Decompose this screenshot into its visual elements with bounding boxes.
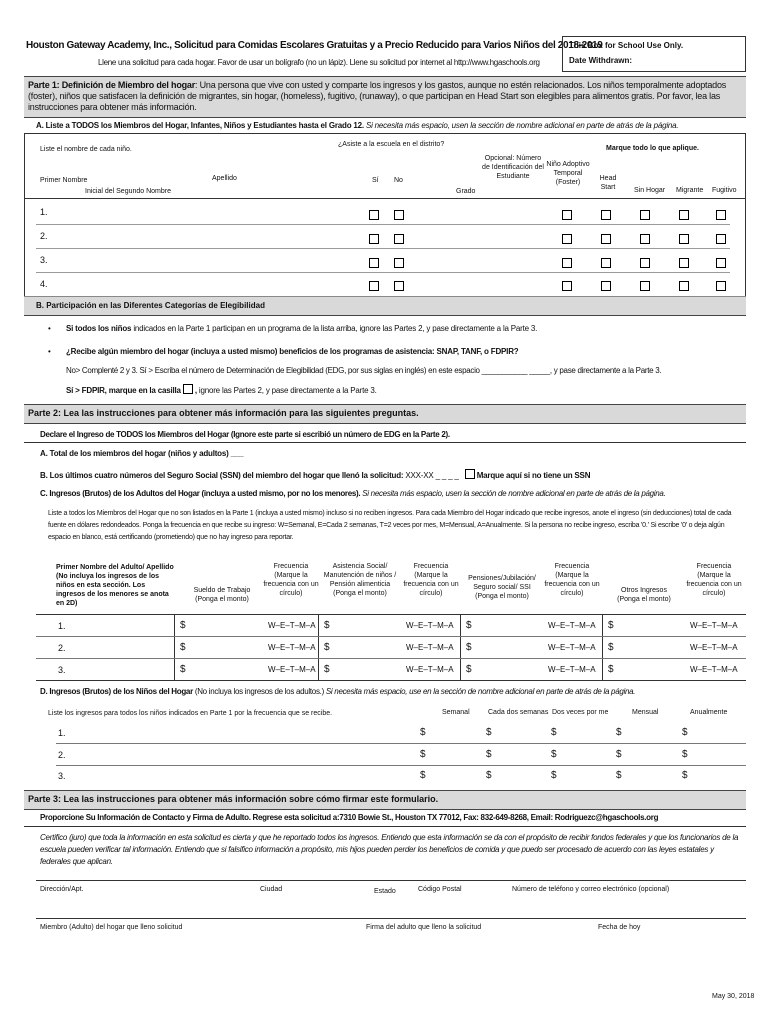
homeless-checkbox[interactable] xyxy=(640,281,650,291)
biweekly-input[interactable]: $ xyxy=(486,749,492,760)
col-head-start: Head Start xyxy=(599,175,617,191)
school-use-label: This Box for School Use Only. xyxy=(569,41,684,50)
date-input[interactable] xyxy=(594,906,744,918)
section-a-heading xyxy=(36,121,678,131)
col-foster: Niño Adoptivo Temporal (Foster) xyxy=(546,161,590,186)
address-label: Dirección/Apt. xyxy=(40,886,84,893)
adult-income-heading: C. Ingresos (Brutos) de los Adultos del Hogar (incluya a usted mismo, por no los menores). Si necesita más espacio, usen la sección de nombre adicional en parte de atrás de la página. xyxy=(40,489,666,498)
freq-select[interactable]: W–E–T–M–A xyxy=(268,643,316,652)
signature-label: Firma del adulto que lleno la solicitud xyxy=(366,924,482,931)
monthly-input[interactable]: $ xyxy=(616,770,622,781)
row-number: 1. xyxy=(40,207,48,217)
annual-input[interactable]: $ xyxy=(682,727,688,738)
support-input[interactable]: $ xyxy=(324,664,330,675)
attend-no-checkbox[interactable] xyxy=(394,281,404,291)
child-income-heading: D. Ingresos (Brutos) de los Niños del Hogar (No incluya los ingresos de los adultos.) Si necesita más espacio, use en la sección de nombre adicional en parte de atrás de la página. xyxy=(40,687,636,696)
child-income-instructions: Liste los ingresos para todos los niños indicados en Parte 1 por la frecuencia que se recibe. xyxy=(48,710,333,717)
head-start-checkbox[interactable] xyxy=(601,210,611,220)
twice-month-input[interactable]: $ xyxy=(551,727,557,738)
col-annual: Anualmente xyxy=(690,709,728,716)
col-biweekly: Cada dos semanas xyxy=(488,709,549,716)
attend-question: ¿Asiste a la escuela en el distrito? xyxy=(338,141,445,148)
attend-yes-checkbox[interactable] xyxy=(369,210,379,220)
part2-header xyxy=(24,404,746,424)
row-number: 1. xyxy=(58,728,66,738)
foster-checkbox[interactable] xyxy=(562,210,572,220)
foster-checkbox[interactable] xyxy=(562,281,572,291)
weekly-input[interactable]: $ xyxy=(420,770,426,781)
certification-text: Certifico (juro) que toda la información en esta solicitud es cierta y que he reportado todos los ingresos. Entiendo que esta información se da con el propósito de recibir fondos federales y que los funcionarios de la escuela pueden verificar tal información. Entiendo que si falsifico información a propósito, mis hijos pueden perder los beneficios de comida y que puedo ser procesado de acuerdo con las leyes estatales y federales que aplican. xyxy=(40,833,739,866)
attend-no-checkbox[interactable] xyxy=(394,210,404,220)
member-name-input[interactable] xyxy=(36,906,356,918)
row-number: 2. xyxy=(40,231,48,241)
migrant-checkbox[interactable] xyxy=(679,234,689,244)
city-input[interactable] xyxy=(256,870,366,880)
member-name-label: Miembro (Adulto) del hogar que lleno solicitud xyxy=(40,924,183,931)
attend-yes-checkbox[interactable] xyxy=(369,234,379,244)
migrant-checkbox[interactable] xyxy=(679,281,689,291)
zip-label: Código Postal xyxy=(418,886,462,893)
school-use-box xyxy=(562,36,746,72)
freq-select[interactable]: W–E–T–M–A xyxy=(548,665,596,674)
row-number: 3. xyxy=(58,665,66,675)
biweekly-input[interactable]: $ xyxy=(486,727,492,738)
mark-all-label: Marque todo lo que aplique. xyxy=(606,145,699,152)
adult-income-instructions: Liste a todos los Miembros del Hogar que no son listados en la Parte 1 (incluya a usted mismo) incluso si no reciben ingresos. Para cada Miembro del Hogar indicado que recibe ingresos, anote el ingreso (sin deducciones) total de cada fuente en dólares redondeados. Ponga la frecuencia en que recibe su ingreso: W=Semanal, E=Cada 2 semanas, T=2 veces por mes, M=Mensual, A=Anualmente. Si la persona no recibe ingreso, escriba '0.' Si escribe '0' o deja algún espacio en blanco, está certificando (prometiendo) que no hay ingreso para reportar. xyxy=(48,510,732,541)
col-first-name: Primer Nombre xyxy=(40,177,88,184)
annual-input[interactable]: $ xyxy=(682,770,688,781)
fdpir-checkbox[interactable] xyxy=(183,384,193,394)
support-input[interactable]: $ xyxy=(324,642,330,653)
part3-title: Parte 3: Lea las instrucciones para obtener más información sobre cómo firmar este formulario. xyxy=(28,794,439,804)
section-b-title: B. Participación en las Diferentes Categorías de Elegibilidad xyxy=(36,301,265,310)
col-adult-name: Primer Nombre del Adulto/ Apellido (No incluya los ingresos de los niños en esta sección. Los ingresos de los menores se anota en 2D) xyxy=(56,564,174,607)
runaway-checkbox[interactable] xyxy=(716,281,726,291)
col-middle-initial: Inicial del Segundo Nombre xyxy=(85,188,171,195)
col-support: Asistencia Social/ Manutención de niños / Pensión alimenticia (Ponga el monto) xyxy=(323,563,397,597)
head-start-checkbox[interactable] xyxy=(601,258,611,268)
head-start-checkbox[interactable] xyxy=(601,234,611,244)
freq-select[interactable]: W–E–T–M–A xyxy=(268,665,316,674)
section-a-note: Si necesita más espacio, usen la sección de nombre adicional en parte de atrás de la página. xyxy=(363,121,679,130)
pension-input[interactable]: $ xyxy=(466,620,472,631)
row-number: 1. xyxy=(58,621,66,631)
col-other: Otros Ingresos (Ponga el monto) xyxy=(617,587,671,603)
salary-input[interactable]: $ xyxy=(180,664,186,675)
no-ssn-checkbox[interactable] xyxy=(465,469,475,479)
other-input[interactable]: $ xyxy=(608,664,614,675)
head-start-checkbox[interactable] xyxy=(601,281,611,291)
annual-input[interactable]: $ xyxy=(682,749,688,760)
b2-fdpir-option: Sí > FDPIR, marque en la casilla , ignore las Partes 2, y pase directamente a la Parte 3. xyxy=(66,386,377,395)
col-yes: Sí xyxy=(372,177,379,184)
ssn-line: B. Los últimos cuatro números del Seguro Social (SSN) del miembro del hogar que llenó la solicitud: XXX-XX _ _ _ _ Marque aquí si no tiene un SSN xyxy=(40,471,591,480)
signature-input[interactable] xyxy=(362,906,592,918)
other-input[interactable]: $ xyxy=(608,642,614,653)
attend-yes-checkbox[interactable] xyxy=(369,281,379,291)
biweekly-input[interactable]: $ xyxy=(486,770,492,781)
col-grade: Grado xyxy=(456,188,476,195)
part3-header xyxy=(24,790,746,810)
form-title: Houston Gateway Academy, Inc., Solicitud para Comidas Escolares Gratuitas y a Precio Reducido para Varios Niños del 2018-2019 xyxy=(26,40,603,51)
col-runaway: Fugitivo xyxy=(712,187,737,194)
attend-no-checkbox[interactable] xyxy=(394,258,404,268)
section-b-header xyxy=(24,296,746,316)
freq-select[interactable]: W–E–T–M–A xyxy=(268,621,316,630)
col-homeless: Sin Hogar xyxy=(634,187,666,194)
salary-input[interactable]: $ xyxy=(180,620,186,631)
row-number: 3. xyxy=(40,255,48,265)
phone-email-label: Número de teléfono y correo electrónico (opcional) xyxy=(512,886,670,893)
col-student-id: Opcional: Número de Identificación del Estudiante xyxy=(482,155,544,180)
b1-text: Si todos los niños indicados en la Parte 1 participan en un programa de la lista arriba, ignore las Partes 2, y pase directamente a la Parte 3. xyxy=(66,324,538,333)
part1-definition: : Una persona que vive con usted y comparte los ingresos y los gastos, aunque no estén relacionados. Los niños temporalmente adoptados (foster), niños que satisfacen la definición de migrantes, sin hogar, (homeless), fugitivo, (runaway), o que participan en Head Start son elegibles para alimentos gratis. Por favor, lea las instrucciones para obtener más información. xyxy=(28,80,727,112)
homeless-checkbox[interactable] xyxy=(640,210,650,220)
section-a-title: A. Liste a TODOS los Miembros del Hogar, Infantes, Niños y Estudiantes hasta el Grado 12. xyxy=(36,121,364,130)
form-subtitle: Llene una solicitud para cada hogar. Favor de usar un bolígrafo (no un lápiz). Llene su solicitud por internet al http://www.hgaschools.org xyxy=(98,58,540,67)
support-input[interactable]: $ xyxy=(324,620,330,631)
migrant-checkbox[interactable] xyxy=(679,210,689,220)
monthly-input[interactable]: $ xyxy=(616,749,622,760)
date-withdrawn-label: Date Withdrawn: xyxy=(569,56,633,65)
household-total: A. Total de los miembros del hogar (niños y adultos) ___ xyxy=(40,449,244,458)
attend-yes-checkbox[interactable] xyxy=(369,258,379,268)
contact-instructions: Proporcione Su Información de Contacto y Firma de Adulto. Regrese esta solicitud a:7310 Bowie St., Houston TX 77012, Fax: 832-649-8268, Email: Rodriguezc@hgaschools.org xyxy=(40,813,659,822)
weekly-input[interactable]: $ xyxy=(420,727,426,738)
col-last-name: Apellido xyxy=(212,175,237,182)
part1-title: Parte 1: Definición de Miembro del hogar xyxy=(28,80,196,90)
col-monthly: Mensual xyxy=(632,709,659,716)
other-input[interactable]: $ xyxy=(608,620,614,631)
homeless-checkbox[interactable] xyxy=(640,234,650,244)
runaway-checkbox[interactable] xyxy=(716,258,726,268)
row-number: 2. xyxy=(58,750,66,760)
row-number: 4. xyxy=(40,279,48,289)
homeless-checkbox[interactable] xyxy=(640,258,650,268)
state-label: Estado xyxy=(374,888,396,895)
freq-select[interactable]: W–E–T–M–A xyxy=(690,643,738,652)
pension-input[interactable]: $ xyxy=(466,664,472,675)
col-no: No xyxy=(394,177,403,184)
declare-income: Declare el Ingreso de TODOS los Miembros del Hogar (Ignore este parte si escribió un número de EDG en la Parte 2). xyxy=(40,430,450,439)
monthly-input[interactable]: $ xyxy=(616,727,622,738)
part1-header xyxy=(24,76,746,118)
twice-month-input[interactable]: $ xyxy=(551,749,557,760)
foster-checkbox[interactable] xyxy=(562,234,572,244)
state-input[interactable] xyxy=(370,870,410,880)
col-freq-2: Frecuencia (Marque la frecuencia con un círculo) xyxy=(403,563,459,597)
zip-input[interactable] xyxy=(414,870,504,880)
salary-input[interactable]: $ xyxy=(180,642,186,653)
col-weekly: Semanal xyxy=(442,709,470,716)
phone-email-input[interactable] xyxy=(508,870,744,880)
row-number: 2. xyxy=(58,643,66,653)
row-number: 3. xyxy=(58,771,66,781)
part2-title: Parte 2: Lea las instrucciones para obtener más información para las siguientes preguntas. xyxy=(28,408,419,418)
freq-select[interactable]: W–E–T–M–A xyxy=(406,621,454,630)
col-freq-3: Frecuencia (Marque la frecuencia con un círculo) xyxy=(544,563,600,597)
freq-select[interactable]: W–E–T–M–A xyxy=(406,643,454,652)
freq-select[interactable]: W–E–T–M–A xyxy=(548,621,596,630)
b2-question: ¿Recibe algún miembro del hogar (incluya a usted mismo) beneficios de los programas de asistencia: SNAP, TANF, o FDPIR? xyxy=(66,347,519,356)
b2-no-option: No> Complenté 2 y 3. Sí > Escriba el número de Determinación de Elegibilidad (EDG, por sus siglas en inglés) en este espacio ___________ _____, y pase directamente a la Parte 3. xyxy=(66,366,662,375)
city-label: Ciudad xyxy=(260,886,283,893)
freq-select[interactable]: W–E–T–M–A xyxy=(406,665,454,674)
migrant-checkbox[interactable] xyxy=(679,258,689,268)
footer-date: May 30, 2018 xyxy=(712,993,755,1000)
freq-select[interactable]: W–E–T–M–A xyxy=(548,643,596,652)
col-twice-month: Dos veces por me xyxy=(552,709,609,716)
twice-month-input[interactable]: $ xyxy=(551,770,557,781)
freq-select[interactable]: W–E–T–M–A xyxy=(690,621,738,630)
runaway-checkbox[interactable] xyxy=(716,234,726,244)
list-name-label: Liste el nombre de cada niño. xyxy=(40,146,132,153)
date-label: Fecha de hoy xyxy=(598,924,641,931)
weekly-input[interactable]: $ xyxy=(420,749,426,760)
address-input[interactable] xyxy=(36,870,246,880)
col-freq-4: Frecuencia (Marque la frecuencia con un círculo) xyxy=(686,563,742,597)
runaway-checkbox[interactable] xyxy=(716,210,726,220)
foster-checkbox[interactable] xyxy=(562,258,572,268)
pension-input[interactable]: $ xyxy=(466,642,472,653)
col-salary: Sueldo de Trabajo (Ponga el monto) xyxy=(193,587,251,603)
col-pension: Pensiones/Jubilación/ Seguro social/ SSI (Ponga el monto) xyxy=(468,575,536,600)
col-freq-1: Frecuencia (Marque la frecuencia con un círculo) xyxy=(263,563,319,597)
freq-select[interactable]: W–E–T–M–A xyxy=(690,665,738,674)
attend-no-checkbox[interactable] xyxy=(394,234,404,244)
col-migrant: Migrante xyxy=(676,187,704,194)
